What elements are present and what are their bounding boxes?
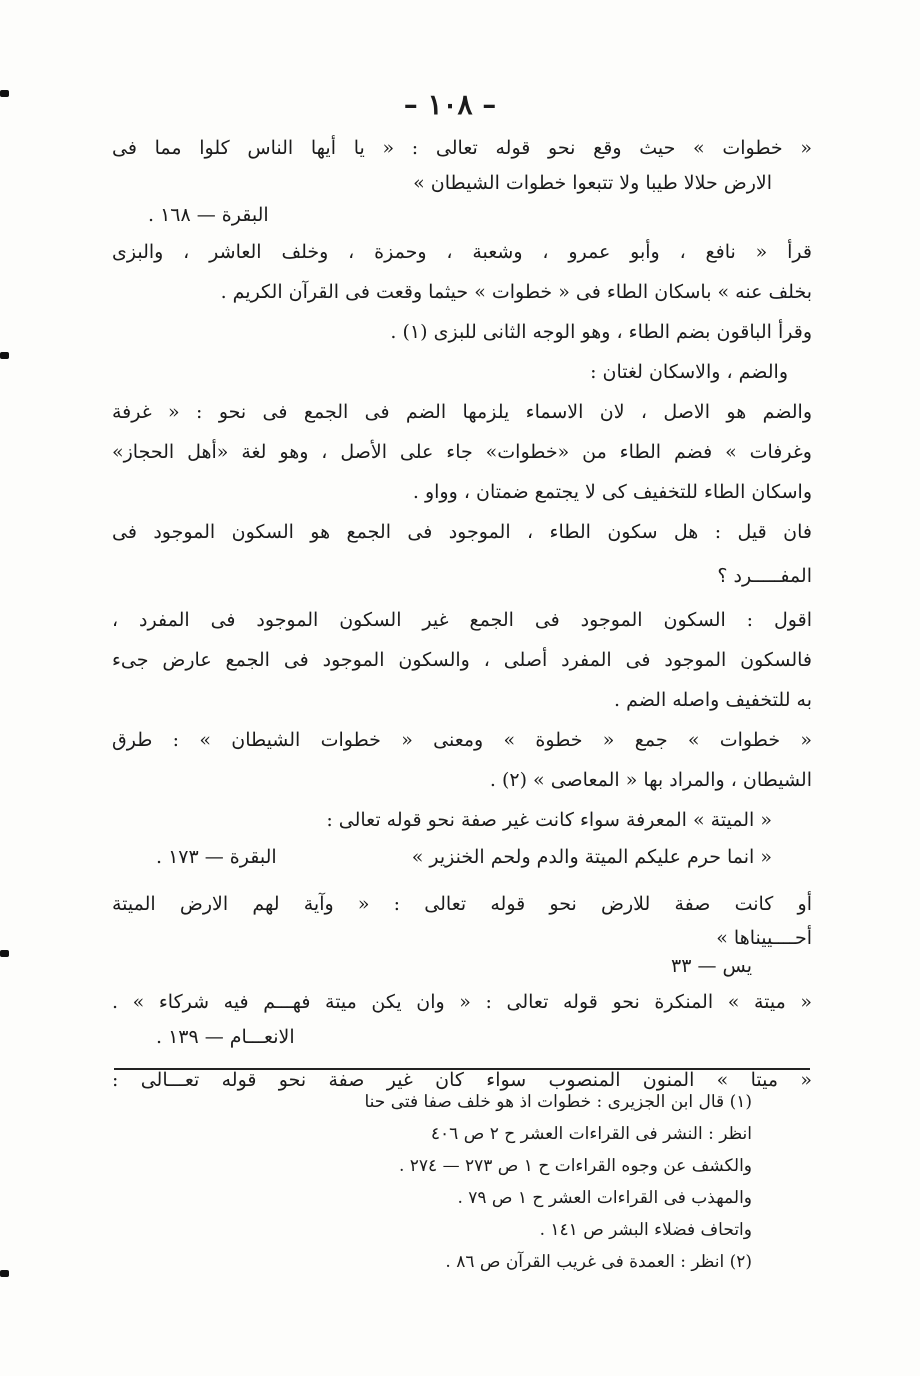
text-line: وغرفات » فضم الطاء من «خطوات» جاء على الأصل ، وهو لغة «أهل الحجاز» — [112, 441, 812, 463]
text-line: أحــــييناها » — [716, 927, 812, 949]
margin-mark — [0, 90, 9, 97]
text-line: « ميتا » المنون المنصوب سواء كان غير صفة نحو قوله تعـــالى : — [112, 1069, 812, 1091]
text-line: « ميتة » المنكرة نحو قوله تعالى : « وان يكن ميتة فهـــم فيه شركاء » . — [112, 991, 812, 1013]
text-line: به للتخفيف واصله الضم . — [613, 689, 812, 711]
footnote-line: والكشف عن وجوه القراءات ح ١ ص ٢٧٣ — ٢٧٤ . — [398, 1156, 752, 1176]
text-line: والضم هو الاصل ، لان الاسماء يلزمها الضم فى الجمع فى نحو : « غرفة — [112, 401, 812, 423]
footnote-line: (١) قال ابن الجزيرى : خطوات اذ هو خلف صفا فتى حنا — [364, 1092, 752, 1112]
footnote-divider — [114, 1068, 810, 1070]
text-line: قرأ « نافع ، وأبو عمرو ، وشعبة ، وحمزة ، وخلف العاشر ، والبزى — [112, 241, 812, 263]
text-line: فالسكون الموجود فى المفرد أصلى ، والسكون الموجود فى الجمع عارض جىء — [112, 649, 812, 671]
footnote-line: والمهذب فى القراءات العشر ح ١ ص ٧٩ . — [457, 1188, 752, 1208]
body-text — [112, 128, 812, 1100]
text-line: فان قيل : هل سكون الطاء ، الموجود فى الجمع هو السكون الموجود فى — [112, 521, 812, 543]
text-line: الشيطان ، والمراد بها « المعاصى » (٢) . — [489, 769, 812, 791]
page-number: – ١٠٨ – — [403, 88, 497, 121]
verse-reference: البقرة — ١٦٨ . — [148, 204, 269, 226]
text-line: والضم ، والاسكان لغتان : — [590, 361, 788, 383]
text-line: واسكان الطاء للتخفيف كى لا يجتمع ضمتان ، وواو . — [412, 481, 812, 503]
footnote-line: انظر : النشر فى القراءات العشر ح ٢ ص ٤٠٦ — [430, 1124, 752, 1144]
footnotes — [192, 1086, 752, 1278]
margin-mark — [0, 950, 9, 957]
text-line: وقرأ الباقون بضم الطاء ، وهو الوجه الثانى للبزى (١) . — [390, 321, 812, 343]
text-line: « خطوات » جمع « خطوة » ومعنى « خطوات الشيطان » : طرق — [112, 729, 812, 751]
text-line: « الميتة » المعرفة سواء كانت غير صفة نحو قوله تعالى : — [326, 809, 772, 831]
footnote-line: واتحاف فضلاء البشر ص ١٤١ . — [539, 1220, 752, 1240]
text-line: « انما حرم عليكم الميتة والدم ولحم الخنزير » — [411, 846, 772, 868]
text-line: المفـــــرد ؟ — [717, 565, 812, 587]
text-line: بخلف عنه » باسكان الطاء فى « خطوات » حيثما وقعت فى القرآن الكريم . — [220, 281, 812, 303]
verse-reference: الانعـــام — ١٣٩ . — [156, 1026, 295, 1048]
text-line: أو كانت صفة للارض نحو قوله تعالى : « وآية لهم الارض الميتة — [112, 893, 812, 915]
footnote-line: (٢) انظر : العمدة فى غريب القرآن ص ٨٦ . — [445, 1252, 752, 1272]
margin-mark — [0, 352, 9, 359]
text-line: الارض حلالا طيبا ولا تتبعوا خطوات الشيطان » — [413, 172, 772, 194]
text-line: اقول : السكون الموجود فى الجمع غير السكون الموجود فى المفرد ، — [112, 609, 812, 631]
margin-mark — [0, 1270, 9, 1277]
verse-reference: يس — ٣٣ — [670, 955, 752, 977]
text-line: « خطوات » حيث وقع نحو قوله تعالى : « يا أيها الناس كلوا مما فى — [112, 137, 812, 159]
verse-reference: البقرة — ١٧٣ . — [156, 846, 277, 868]
